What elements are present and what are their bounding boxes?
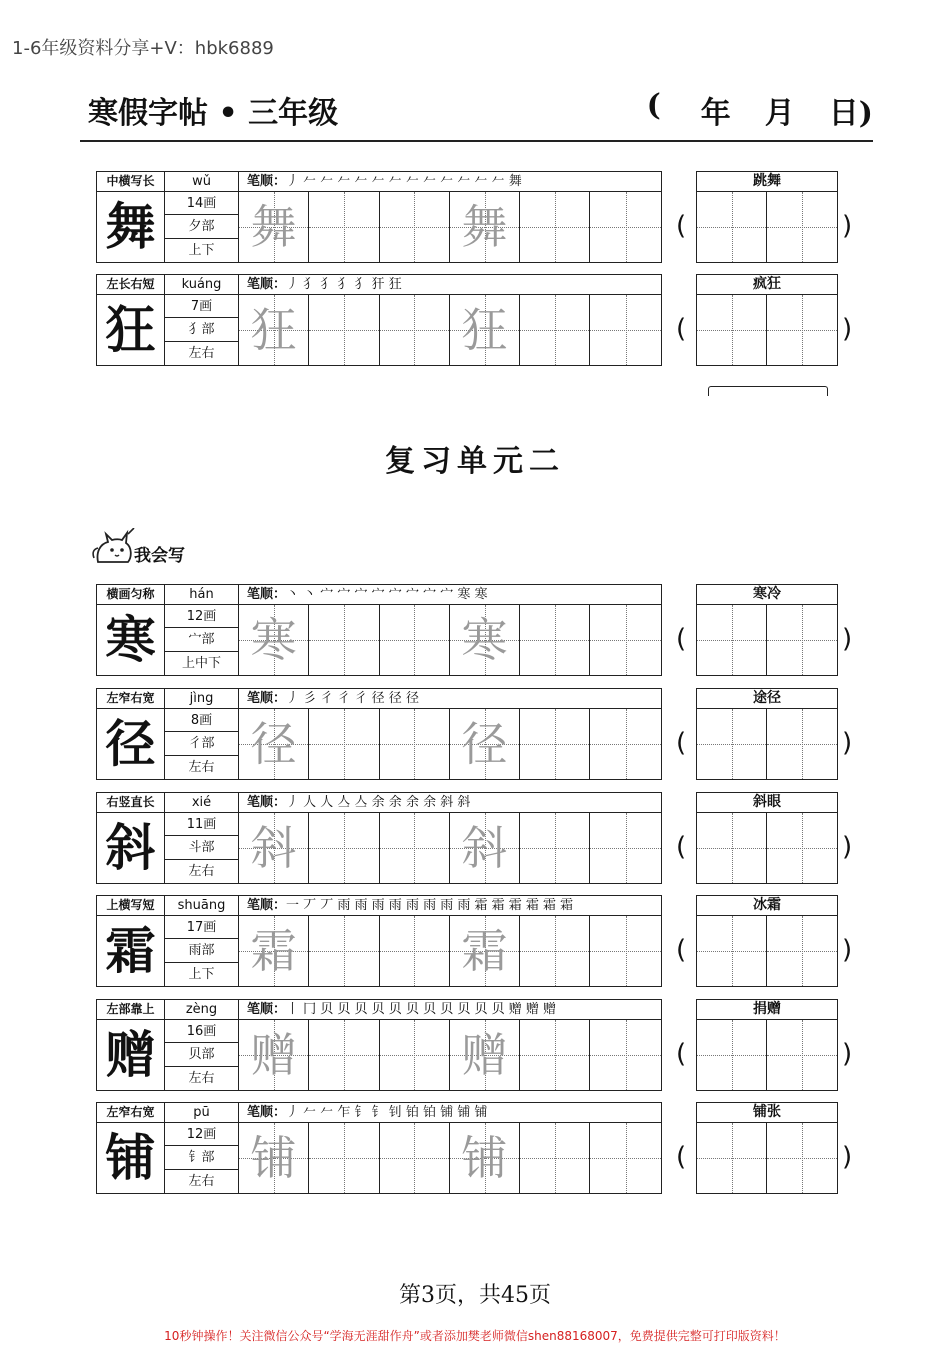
character-info: [165, 916, 239, 986]
writing-cell[interactable]: [590, 295, 660, 365]
trace-character: 霜: [250, 924, 297, 978]
date-month-label: 月: [764, 96, 795, 131]
stroke-count: 11画: [165, 813, 238, 836]
trace-character: 径: [250, 717, 297, 771]
section-title: 复习单元二: [385, 444, 565, 479]
stroke-order-label: 笔顺：: [247, 1002, 287, 1017]
trace-character: 铺: [250, 1131, 297, 1185]
stroke-order-sequence: 丿 犭 犭 犭 犭 犴 狂: [286, 277, 402, 292]
word-box: [696, 999, 838, 1091]
writing-cell[interactable]: [590, 813, 660, 883]
open-paren: (: [676, 211, 687, 241]
close-paren: ): [842, 1142, 853, 1172]
writing-cell[interactable]: [309, 295, 379, 365]
word-writing-cell[interactable]: [697, 709, 767, 779]
trace-character: 霜: [461, 924, 508, 978]
character-practice-block: [96, 999, 853, 1091]
writing-cell[interactable]: [520, 192, 590, 262]
model-character: 霜: [97, 916, 165, 986]
word-writing-cell[interactable]: [767, 192, 837, 262]
date-open-paren: (: [646, 88, 661, 123]
trace-cell[interactable]: [450, 916, 520, 986]
writing-cells: [239, 192, 661, 262]
writing-tip: 中横写长: [97, 172, 165, 192]
stroke-count: 8画: [165, 709, 238, 732]
writing-cell[interactable]: [309, 1123, 379, 1193]
stroke-order: [247, 172, 522, 192]
trace-character: 寒: [461, 613, 508, 667]
close-paren: ): [842, 1039, 853, 1069]
model-character: 狂: [97, 295, 165, 365]
block-header: [97, 689, 661, 709]
practice-grid: [96, 171, 662, 263]
close-paren: ): [842, 728, 853, 758]
word-writing-cell[interactable]: [767, 1020, 837, 1090]
word-label: 疯狂: [697, 275, 837, 295]
writing-tip: 右竖直长: [97, 793, 165, 813]
open-paren: (: [676, 935, 687, 965]
radical: 雨部: [165, 939, 238, 962]
i-write-heading: [92, 528, 185, 568]
writing-cell[interactable]: [590, 709, 660, 779]
block-header: [97, 172, 661, 192]
trace-cell[interactable]: [450, 709, 520, 779]
stroke-count: 17画: [165, 916, 238, 939]
character-practice-block: [96, 792, 853, 884]
pinyin: wǔ: [165, 172, 239, 192]
block-header: [97, 1000, 661, 1020]
trace-cell[interactable]: [450, 605, 520, 675]
stroke-order: [247, 793, 470, 813]
close-paren: ): [842, 935, 853, 965]
writing-cells: [239, 813, 661, 883]
word-cells: [697, 605, 837, 675]
character-info: [165, 295, 239, 365]
page-title: 寒假字帖 • 三年级: [88, 96, 339, 131]
stroke-order-label: 笔顺：: [247, 587, 287, 602]
word-label: 寒冷: [697, 585, 837, 605]
practice-grid: [96, 999, 662, 1091]
block-header: [97, 896, 661, 916]
writing-cell[interactable]: [590, 192, 660, 262]
word-writing-cell[interactable]: [697, 916, 767, 986]
pinyin: pū: [165, 1103, 239, 1123]
trace-cell[interactable]: [450, 192, 520, 262]
radical: 贝部: [165, 1043, 238, 1066]
pinyin: jìng: [165, 689, 239, 709]
structure: 左右: [188, 1173, 215, 1189]
open-paren: (: [676, 728, 687, 758]
structure: 上中下: [181, 655, 221, 671]
stroke-order-sequence: 一 丆 丆 雨 雨 雨 雨 雨 雨 雨 雨 霜 霜 霜 霜 霜 霜: [286, 898, 574, 913]
writing-cell[interactable]: [309, 1020, 379, 1090]
trace-cell[interactable]: [239, 813, 309, 883]
stroke-order-sequence: 丿 人 人 亼 亼 余 余 余 余 斜 斜: [286, 795, 471, 810]
writing-cell[interactable]: [520, 709, 590, 779]
radical: 宀部: [165, 628, 238, 651]
word-cells: [697, 1020, 837, 1090]
writing-cell[interactable]: [309, 709, 379, 779]
trace-character: 寒: [250, 613, 297, 667]
word-cells: [697, 1123, 837, 1193]
watermark-text: 1-6年级资料分享+V：hbk6889: [12, 38, 274, 59]
writing-cell[interactable]: [520, 605, 590, 675]
model-character: 斜: [97, 813, 165, 883]
character-practice-block: [96, 584, 853, 676]
pinyin: shuāng: [165, 896, 239, 916]
trace-cell[interactable]: [239, 916, 309, 986]
stroke-order: [247, 585, 487, 605]
trace-character: 铺: [461, 1131, 508, 1185]
stroke-count: 14画: [165, 192, 238, 215]
trace-character: 径: [461, 717, 508, 771]
trace-cell[interactable]: [239, 1020, 309, 1090]
character-info: [165, 192, 239, 262]
trace-character: 斜: [461, 821, 508, 875]
radical: 钅部: [165, 1146, 238, 1169]
trace-character: 赠: [250, 1028, 297, 1082]
writing-cell[interactable]: [380, 1020, 450, 1090]
writing-cell[interactable]: [380, 916, 450, 986]
model-character: 舞: [97, 192, 165, 262]
practice-grid: [96, 895, 662, 987]
character-info: [165, 813, 239, 883]
trace-cell[interactable]: [239, 295, 309, 365]
radical: 夕部: [165, 215, 238, 238]
writing-cells: [239, 709, 661, 779]
practice-grid: [96, 274, 662, 366]
stroke-order-sequence: 丿 𠂉 𠂉 乍 钅 钅 钊 铂 铂 铺 铺 铺: [286, 1105, 488, 1120]
trace-character: 狂: [250, 303, 297, 357]
word-box: [696, 688, 838, 780]
practice-grid: [96, 792, 662, 884]
model-character: 铺: [97, 1123, 165, 1193]
practice-grid: [96, 584, 662, 676]
character-practice-block: [96, 1102, 853, 1194]
word-cells: [697, 295, 837, 365]
character-practice-block: [96, 895, 853, 987]
word-writing-cell[interactable]: [697, 1123, 767, 1193]
stroke-order: [247, 1000, 556, 1020]
trace-character: 狂: [461, 303, 508, 357]
pinyin: zèng: [165, 1000, 239, 1020]
writing-cells: [239, 295, 661, 365]
model-character: 径: [97, 709, 165, 779]
trace-cell[interactable]: [239, 192, 309, 262]
structure: 左右: [188, 345, 215, 361]
word-label: 铺张: [697, 1103, 837, 1123]
stroke-count: 12画: [165, 605, 238, 628]
word-box: [696, 584, 838, 676]
writing-cell[interactable]: [590, 1123, 660, 1193]
stroke-order-sequence: 丿 彡 彳 彳 彳 径 径 径: [286, 691, 419, 706]
writing-cell[interactable]: [520, 1020, 590, 1090]
word-label: 冰霜: [697, 896, 837, 916]
open-paren: (: [676, 314, 687, 344]
trace-character: 赠: [461, 1028, 508, 1082]
writing-tip: 左窄右宽: [97, 689, 165, 709]
writing-cells: [239, 1123, 661, 1193]
stroke-order-label: 笔顺：: [247, 898, 287, 913]
stroke-count: 12画: [165, 1123, 238, 1146]
word-writing-cell[interactable]: [697, 813, 767, 883]
stroke-order-label: 笔顺：: [247, 1105, 287, 1120]
block-header: [97, 793, 661, 813]
writing-cells: [239, 605, 661, 675]
character-info: [165, 605, 239, 675]
i-write-label: 我会写: [134, 546, 185, 566]
structure: 上下: [188, 242, 215, 258]
writing-cell[interactable]: [590, 605, 660, 675]
stroke-order-sequence: 丶 丶 宀 宀 宀 宀 宀 宀 宀 宀 寒 寒: [286, 587, 488, 602]
stroke-count: 7画: [165, 295, 238, 318]
trace-cell[interactable]: [450, 813, 520, 883]
stroke-order-label: 笔顺：: [247, 174, 287, 189]
word-writing-cell[interactable]: [767, 709, 837, 779]
date-day-label: 日): [828, 96, 873, 131]
cat-icon: [92, 528, 136, 568]
model-character: 寒: [97, 605, 165, 675]
open-paren: (: [676, 624, 687, 654]
writing-cell[interactable]: [309, 916, 379, 986]
writing-cell[interactable]: [309, 813, 379, 883]
open-paren: (: [676, 1142, 687, 1172]
close-paren: ): [842, 211, 853, 241]
word-writing-cell[interactable]: [767, 605, 837, 675]
character-practice-block: [96, 274, 853, 366]
radical: 斗部: [165, 836, 238, 859]
date-year-label: 年: [700, 96, 731, 131]
word-writing-cell[interactable]: [767, 295, 837, 365]
stroke-order: [247, 689, 419, 709]
radical: 彳部: [165, 732, 238, 755]
writing-cell[interactable]: [520, 813, 590, 883]
character-practice-block: [96, 688, 853, 780]
writing-cell[interactable]: [380, 1123, 450, 1193]
practice-grid: [96, 1102, 662, 1194]
word-box: [696, 274, 838, 366]
writing-tip: 左长右短: [97, 275, 165, 295]
trace-cell[interactable]: [239, 605, 309, 675]
page-number: 第3页，共45页: [399, 1283, 551, 1308]
word-writing-cell[interactable]: [697, 1020, 767, 1090]
trace-cell[interactable]: [239, 709, 309, 779]
word-box: [696, 171, 838, 263]
block-header: [97, 585, 661, 605]
trace-character: 斜: [250, 821, 297, 875]
word-writing-cell[interactable]: [767, 1123, 837, 1193]
writing-cell[interactable]: [380, 295, 450, 365]
writing-cell[interactable]: [380, 709, 450, 779]
writing-cell[interactable]: [380, 605, 450, 675]
word-writing-cell[interactable]: [767, 916, 837, 986]
close-paren: ): [842, 314, 853, 344]
character-info: [165, 1123, 239, 1193]
word-box: [696, 792, 838, 884]
footer-promo-text: 10秒钟操作！关注微信公众号“学海无涯甜作舟”或者添加樊老师微信shen88168007，免费提供完整可打印版资料！: [164, 1329, 786, 1343]
stroke-order-sequence: 丿 𠂉 𠂉 𠂉 𠂉 𠂉 𠂉 𠂉 𠂉 𠂉 𠂉 𠂉 𠂉 舞: [286, 174, 522, 189]
word-box: [696, 1102, 838, 1194]
writing-cells: [239, 916, 661, 986]
page-header: [80, 82, 873, 142]
pinyin: kuáng: [165, 275, 239, 295]
stroke-order-label: 笔顺：: [247, 277, 287, 292]
stroke-order: [247, 896, 573, 916]
writing-tip: 左窄右宽: [97, 1103, 165, 1123]
close-paren: ): [842, 832, 853, 862]
character-practice-block: [96, 171, 853, 263]
writing-tip: 横画匀称: [97, 585, 165, 605]
writing-cell[interactable]: [520, 916, 590, 986]
word-label: 跳舞: [697, 172, 837, 192]
word-writing-cell[interactable]: [697, 295, 767, 365]
structure: 左右: [188, 863, 215, 879]
writing-cells: [239, 1020, 661, 1090]
stroke-order: [247, 275, 402, 295]
word-cells: [697, 709, 837, 779]
writing-cell[interactable]: [380, 192, 450, 262]
model-character: 赠: [97, 1020, 165, 1090]
writing-tip: 左部靠上: [97, 1000, 165, 1020]
stroke-order: [247, 1103, 487, 1123]
open-paren: (: [676, 1039, 687, 1069]
practice-grid: [96, 688, 662, 780]
writing-cell[interactable]: [309, 605, 379, 675]
writing-cell[interactable]: [590, 1020, 660, 1090]
close-paren: ): [842, 624, 853, 654]
word-writing-cell[interactable]: [697, 192, 767, 262]
trace-cell[interactable]: [450, 1020, 520, 1090]
writing-cell[interactable]: [309, 192, 379, 262]
word-writing-cell[interactable]: [697, 605, 767, 675]
writing-cell[interactable]: [590, 916, 660, 986]
word-cells: [697, 916, 837, 986]
writing-cell[interactable]: [520, 295, 590, 365]
word-label: 斜眼: [697, 793, 837, 813]
pinyin: hán: [165, 585, 239, 605]
pinyin: xié: [165, 793, 239, 813]
writing-cell[interactable]: [380, 813, 450, 883]
word-cells: [697, 813, 837, 883]
word-cells: [697, 192, 837, 262]
writing-cell[interactable]: [520, 1123, 590, 1193]
trace-cell[interactable]: [450, 1123, 520, 1193]
structure: 左右: [188, 1070, 215, 1086]
word-box: [696, 895, 838, 987]
stroke-order-label: 笔顺：: [247, 691, 287, 706]
trace-character: 舞: [250, 200, 297, 254]
word-label: 途径: [697, 689, 837, 709]
block-header: [97, 275, 661, 295]
block-header: [97, 1103, 661, 1123]
radical: 犭部: [165, 318, 238, 341]
trace-cell[interactable]: [239, 1123, 309, 1193]
structure: 左右: [188, 759, 215, 775]
character-info: [165, 1020, 239, 1090]
cut-off-box: [708, 386, 828, 396]
date-field: [647, 88, 873, 132]
structure: 上下: [188, 966, 215, 982]
trace-cell[interactable]: [450, 295, 520, 365]
writing-tip: 上横写短: [97, 896, 165, 916]
stroke-count: 16画: [165, 1020, 238, 1043]
word-writing-cell[interactable]: [767, 813, 837, 883]
stroke-order-label: 笔顺：: [247, 795, 287, 810]
character-info: [165, 709, 239, 779]
stroke-order-sequence: 丨 冂 贝 贝 贝 贝 贝 贝 贝 贝 贝 贝 贝 赠 赠 赠: [286, 1002, 557, 1017]
trace-character: 舞: [461, 200, 508, 254]
word-label: 捐赠: [697, 1000, 837, 1020]
open-paren: (: [676, 832, 687, 862]
